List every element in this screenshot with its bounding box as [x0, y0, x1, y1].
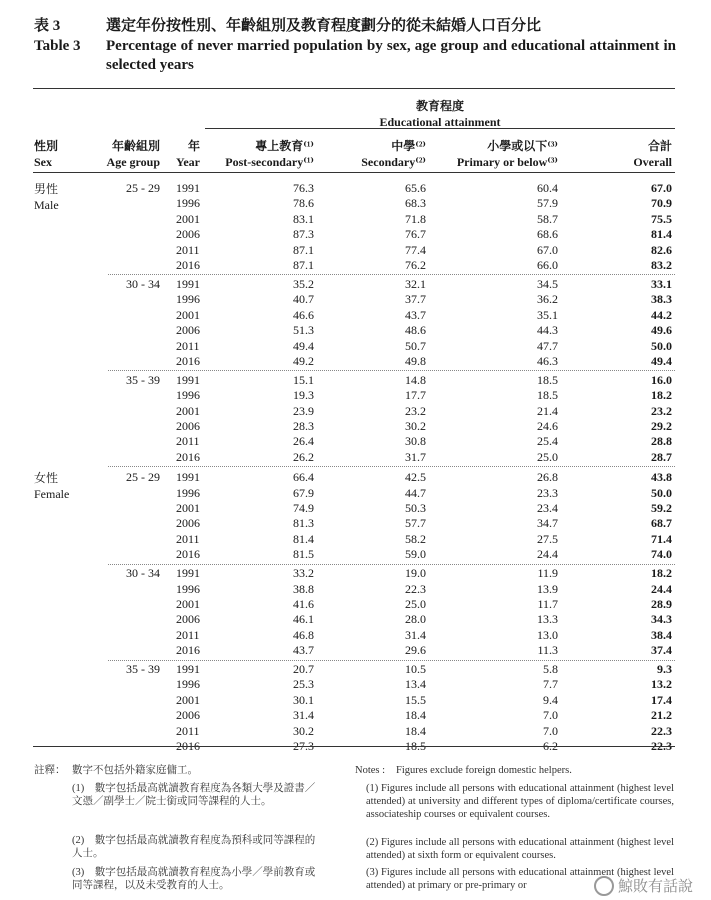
- overall-cell: 24.4: [651, 581, 672, 596]
- year-cell: 2011: [176, 434, 200, 449]
- overall-cell: 83.2: [651, 258, 672, 272]
- year-cell: 2011: [176, 531, 200, 546]
- edu-header-zh: 教育程度: [415, 99, 464, 113]
- table-row: [0, 243, 711, 258]
- primary-cell: 67.0: [537, 242, 558, 257]
- sex-label-zh: 男性: [34, 182, 59, 196]
- table-row: [0, 434, 711, 449]
- primary-cell: 7.0: [543, 708, 558, 723]
- col-sex: [34, 138, 58, 170]
- age-group-label: 30 - 34: [126, 566, 160, 581]
- group-divider: [108, 660, 675, 661]
- col-pri-zh: 小學或以下⁽³⁾: [487, 139, 558, 153]
- year-cell: 1996: [176, 292, 200, 307]
- year-cell: 2016: [176, 643, 200, 658]
- secondary-cell: 44.7: [405, 485, 426, 500]
- col-sex-zh: 性別: [34, 139, 59, 153]
- primary-cell: 34.5: [537, 276, 558, 291]
- primary-cell: 46.3: [537, 353, 558, 368]
- table-row: [0, 181, 711, 196]
- overall-cell: 23.2: [651, 403, 672, 418]
- primary-cell: 25.0: [537, 449, 558, 464]
- col-sec-en: Secondary⁽²⁾: [361, 155, 426, 169]
- year-cell: 2001: [176, 403, 200, 418]
- post-secondary-cell: 66.4: [293, 470, 314, 485]
- table-row: [0, 470, 711, 485]
- secondary-cell: 50.7: [405, 338, 426, 353]
- overall-cell: 75.5: [651, 211, 672, 226]
- secondary-cell: 19.0: [405, 566, 426, 581]
- year-cell: 2001: [176, 692, 200, 707]
- overall-cell: 38.4: [651, 627, 672, 642]
- primary-cell: 5.8: [543, 662, 558, 676]
- post-secondary-cell: 30.1: [293, 692, 314, 707]
- overall-cell: 59.2: [651, 501, 672, 515]
- primary-cell: 9.4: [543, 692, 558, 707]
- year-cell: 2011: [176, 723, 200, 738]
- col-secondary: [336, 138, 426, 170]
- table-row: [0, 354, 711, 369]
- year-cell: 1996: [176, 677, 200, 692]
- sex-label-en: Male: [34, 198, 59, 212]
- table-bottom-rule: [33, 746, 675, 747]
- table-row: [0, 677, 711, 692]
- group-divider: [108, 274, 675, 275]
- notes-en-n1: (1) Figures include all persons with educational attainment (highest level attended) at university and different types of diploma/certificate courses, associateship courses or equivalent courses.: [366, 783, 674, 820]
- table-row: [0, 308, 711, 323]
- post-secondary-cell: 31.4: [293, 708, 314, 723]
- post-secondary-cell: 81.4: [293, 531, 314, 546]
- year-cell: 2016: [176, 258, 200, 272]
- overall-cell: 28.7: [651, 449, 672, 464]
- notes-en-label: Notes :: [355, 765, 386, 776]
- year-cell: 1996: [176, 196, 200, 211]
- col-post-secondary: [214, 138, 314, 170]
- col-sec-zh: 中學⁽²⁾: [391, 139, 426, 153]
- secondary-cell: 43.7: [405, 307, 426, 322]
- post-secondary-cell: 51.3: [293, 323, 314, 338]
- table-row: [0, 323, 711, 338]
- secondary-cell: 31.7: [405, 449, 426, 464]
- secondary-cell: 58.2: [405, 531, 426, 546]
- notes-en-n2: (2) Figures include all persons with educational attainment (highest level attended) at sixth form or equivalent courses.: [366, 837, 674, 861]
- primary-cell: 7.7: [543, 677, 558, 692]
- overall-cell: 38.3: [651, 292, 672, 307]
- secondary-cell: 30.2: [405, 419, 426, 433]
- post-secondary-cell: 30.2: [293, 723, 314, 738]
- secondary-cell: 50.3: [405, 501, 426, 515]
- post-secondary-cell: 20.7: [293, 662, 314, 676]
- secondary-cell: 77.4: [405, 242, 426, 257]
- secondary-cell: 65.6: [405, 181, 426, 195]
- primary-cell: 44.3: [537, 323, 558, 338]
- year-cell: 1996: [176, 388, 200, 403]
- year-cell: 2006: [176, 419, 200, 433]
- secondary-cell: 59.0: [405, 547, 426, 562]
- secondary-cell: 17.7: [405, 388, 426, 403]
- year-cell: 2001: [176, 307, 200, 322]
- table-row: [0, 196, 711, 211]
- overall-cell: 17.4: [651, 692, 672, 707]
- post-secondary-cell: 38.8: [293, 581, 314, 596]
- overall-cell: 44.2: [651, 307, 672, 322]
- year-cell: 2011: [176, 242, 200, 257]
- overall-cell: 22.3: [651, 739, 672, 753]
- primary-cell: 11.7: [537, 596, 558, 611]
- notes-en-n3: (3) Figures include all persons with educational attainment (highest level attended) at primary or pre-primary or: [366, 867, 674, 891]
- post-secondary-cell: 74.9: [293, 501, 314, 515]
- notes-zh-label: 註釋：: [34, 765, 66, 776]
- post-secondary-cell: 26.4: [293, 434, 314, 449]
- secondary-cell: 76.2: [405, 258, 426, 272]
- secondary-cell: 22.3: [405, 581, 426, 596]
- col-year-en: Year: [176, 155, 200, 169]
- age-group-label: 35 - 39: [126, 662, 160, 676]
- year-cell: 2011: [176, 338, 200, 353]
- overall-cell: 34.3: [651, 612, 672, 627]
- table-row: [0, 419, 711, 434]
- primary-cell: 58.7: [537, 211, 558, 226]
- table-row: [0, 258, 711, 273]
- table-row: [0, 708, 711, 723]
- year-cell: 2006: [176, 323, 200, 338]
- year-cell: 2006: [176, 708, 200, 723]
- age-group-label: 35 - 39: [126, 372, 160, 387]
- post-secondary-cell: 87.1: [293, 258, 314, 272]
- post-secondary-cell: 15.1: [293, 372, 314, 387]
- col-post-zh: 專上教育⁽¹⁾: [255, 139, 314, 153]
- overall-cell: 21.2: [651, 708, 672, 723]
- col-age-en: Age group: [106, 155, 160, 169]
- secondary-cell: 32.1: [405, 276, 426, 291]
- year-cell: 1996: [176, 581, 200, 596]
- secondary-cell: 10.5: [405, 662, 426, 676]
- post-secondary-cell: 83.1: [293, 211, 314, 226]
- table-row: [0, 643, 711, 658]
- overall-cell: 22.3: [651, 723, 672, 738]
- year-cell: 2001: [176, 501, 200, 515]
- year-cell: 2016: [176, 739, 200, 753]
- primary-cell: 13.3: [537, 612, 558, 627]
- post-secondary-cell: 49.4: [293, 338, 314, 353]
- overall-cell: 68.7: [651, 516, 672, 531]
- overall-cell: 29.2: [651, 419, 672, 433]
- overall-cell: 9.3: [657, 662, 672, 676]
- primary-cell: 23.4: [537, 501, 558, 515]
- year-cell: 2001: [176, 596, 200, 611]
- primary-cell: 6.2: [543, 739, 558, 753]
- secondary-cell: 23.2: [405, 403, 426, 418]
- secondary-cell: 42.5: [405, 470, 426, 485]
- table-row: [0, 628, 711, 643]
- notes-zh-intro: 數字不包括外籍家庭傭工。: [72, 765, 198, 776]
- notes-en-intro: Figures exclude foreign domestic helpers.: [396, 765, 572, 776]
- post-secondary-cell: 19.3: [293, 388, 314, 403]
- primary-cell: 7.0: [543, 723, 558, 738]
- table-row: [0, 486, 711, 501]
- edu-header: [205, 98, 675, 130]
- table-row: [0, 693, 711, 708]
- table-title-en: Percentage of never married population by sex, age group and educational attainment in selected years: [106, 38, 676, 73]
- post-secondary-cell: 28.3: [293, 419, 314, 433]
- col-post-en: Post-secondary⁽¹⁾: [225, 155, 314, 169]
- overall-cell: 16.0: [651, 372, 672, 387]
- year-cell: 2001: [176, 211, 200, 226]
- year-cell: 1996: [176, 485, 200, 500]
- sex-label-en: Female: [34, 487, 70, 502]
- sex-label-zh: 女性: [34, 471, 59, 486]
- secondary-cell: 57.7: [405, 516, 426, 531]
- overall-cell: 18.2: [651, 566, 672, 581]
- edu-header-rule: [205, 128, 675, 129]
- overall-cell: 82.6: [651, 242, 672, 257]
- primary-cell: 34.7: [537, 516, 558, 531]
- primary-cell: 25.4: [537, 434, 558, 449]
- overall-cell: 49.6: [651, 323, 672, 338]
- secondary-cell: 29.6: [405, 643, 426, 658]
- primary-cell: 27.5: [537, 531, 558, 546]
- primary-cell: 21.4: [537, 403, 558, 418]
- edu-header-en: Educational attainment: [379, 115, 501, 129]
- overall-cell: 28.9: [651, 596, 672, 611]
- secondary-cell: 37.7: [405, 292, 426, 307]
- primary-cell: 68.6: [537, 227, 558, 242]
- group-divider: [108, 370, 675, 371]
- post-secondary-cell: 41.6: [293, 596, 314, 611]
- age-group-label: 25 - 29: [126, 181, 160, 195]
- year-cell: 2006: [176, 612, 200, 627]
- secondary-cell: 25.0: [405, 596, 426, 611]
- overall-cell: 18.2: [651, 388, 672, 403]
- primary-cell: 24.4: [537, 547, 558, 562]
- age-group-label: 25 - 29: [126, 470, 160, 485]
- primary-cell: 35.1: [537, 307, 558, 322]
- overall-cell: 74.0: [651, 547, 672, 562]
- col-age-zh: 年齡組別: [111, 139, 160, 153]
- primary-cell: 18.5: [537, 388, 558, 403]
- post-secondary-cell: 78.6: [293, 196, 314, 211]
- secondary-cell: 49.8: [405, 353, 426, 368]
- year-cell: 1991: [176, 181, 200, 195]
- table-row: [0, 388, 711, 403]
- year-cell: 2016: [176, 449, 200, 464]
- primary-cell: 24.6: [537, 419, 558, 433]
- table-row: [0, 662, 711, 677]
- overall-cell: 67.0: [651, 181, 672, 195]
- post-secondary-cell: 81.5: [293, 547, 314, 562]
- secondary-cell: 68.3: [405, 196, 426, 211]
- table-row: [0, 212, 711, 227]
- primary-cell: 47.7: [537, 338, 558, 353]
- year-cell: 2016: [176, 547, 200, 562]
- post-secondary-cell: 46.6: [293, 307, 314, 322]
- secondary-cell: 48.6: [405, 323, 426, 338]
- notes-zh-n1: (1) 數字包括最高就讀教育程度為各類大學及證書／文憑／副學士／院士銜或同等課程的人士。: [72, 783, 316, 807]
- secondary-cell: 18.4: [405, 708, 426, 723]
- year-cell: 2011: [176, 627, 200, 642]
- col-pri-en: Primary or below⁽³⁾: [456, 155, 558, 169]
- year-cell: 1991: [176, 566, 200, 581]
- sex-divider: [108, 466, 675, 467]
- secondary-cell: 13.4: [405, 677, 426, 692]
- age-group-label: 30 - 34: [126, 276, 160, 291]
- overall-cell: 28.8: [651, 434, 672, 449]
- table-top-rule: [33, 88, 675, 89]
- primary-cell: 18.5: [537, 372, 558, 387]
- primary-cell: 57.9: [537, 196, 558, 211]
- secondary-cell: 28.0: [405, 612, 426, 627]
- table-row: [0, 582, 711, 597]
- table-number-zh: 表 3: [34, 18, 61, 34]
- post-secondary-cell: 25.3: [293, 677, 314, 692]
- primary-cell: 11.9: [537, 566, 558, 581]
- overall-cell: 13.2: [651, 677, 672, 692]
- post-secondary-cell: 76.3: [293, 181, 314, 195]
- post-secondary-cell: 33.2: [293, 566, 314, 581]
- table-number-en: Table 3: [34, 38, 81, 54]
- overall-cell: 70.9: [651, 196, 672, 211]
- overall-cell: 81.4: [651, 227, 672, 242]
- post-secondary-cell: 46.8: [293, 627, 314, 642]
- post-secondary-cell: 87.3: [293, 227, 314, 242]
- year-cell: 2006: [176, 227, 200, 242]
- table-row: [0, 339, 711, 354]
- post-secondary-cell: 43.7: [293, 643, 314, 658]
- overall-cell: 37.4: [651, 643, 672, 658]
- primary-cell: 13.9: [537, 581, 558, 596]
- table-row: [0, 227, 711, 242]
- year-cell: 1991: [176, 470, 200, 485]
- table-row: [0, 373, 711, 388]
- year-cell: 2006: [176, 516, 200, 531]
- col-age: [90, 138, 160, 170]
- secondary-cell: 31.4: [405, 627, 426, 642]
- primary-cell: 26.8: [537, 470, 558, 485]
- post-secondary-cell: 81.3: [293, 516, 314, 531]
- col-sex-en: Sex: [34, 155, 52, 169]
- header-bottom-rule: [33, 172, 675, 173]
- overall-cell: 43.8: [651, 470, 672, 485]
- post-secondary-cell: 23.9: [293, 403, 314, 418]
- overall-cell: 71.4: [651, 531, 672, 546]
- table-row: [0, 277, 711, 292]
- secondary-cell: 18.4: [405, 723, 426, 738]
- col-all-en: Overall: [633, 155, 672, 169]
- table-row: [0, 450, 711, 465]
- table-row: [0, 566, 711, 581]
- post-secondary-cell: 46.1: [293, 612, 314, 627]
- year-cell: 2016: [176, 353, 200, 368]
- table-row: [0, 612, 711, 627]
- table-row: [0, 724, 711, 739]
- primary-cell: 60.4: [537, 181, 558, 195]
- primary-cell: 11.3: [537, 643, 558, 658]
- overall-cell: 50.0: [651, 338, 672, 353]
- overall-cell: 50.0: [651, 485, 672, 500]
- overall-cell: 49.4: [651, 353, 672, 368]
- secondary-cell: 76.7: [405, 227, 426, 242]
- post-secondary-cell: 35.2: [293, 276, 314, 291]
- year-cell: 1991: [176, 662, 200, 676]
- post-secondary-cell: 67.9: [293, 485, 314, 500]
- watermark: [594, 875, 693, 896]
- table-title-zh: 選定年份按性別、年齡組別及教育程度劃分的從未結婚人口百分比: [106, 18, 542, 34]
- table-row: [0, 597, 711, 612]
- post-secondary-cell: 49.2: [293, 353, 314, 368]
- secondary-cell: 30.8: [405, 434, 426, 449]
- notes-zh-n3: (3) 數字包括最高就讀教育程度為小學／學前教育或同等課程，以及未受教育的人士。: [72, 867, 316, 891]
- year-cell: 1991: [176, 372, 200, 387]
- secondary-cell: 15.5: [405, 692, 426, 707]
- table-row: [0, 516, 711, 531]
- notes-zh-n2: (2) 數字包括最高就讀教育程度為預科或同等課程的人士。: [72, 835, 316, 859]
- overall-cell: 33.1: [651, 276, 672, 291]
- wechat-logo-icon: [594, 876, 614, 896]
- post-secondary-cell: 27.3: [293, 739, 314, 753]
- post-secondary-cell: 26.2: [293, 449, 314, 464]
- table-row: [0, 532, 711, 547]
- col-primary: [440, 138, 558, 170]
- watermark-text: 鯨敗有話說: [617, 877, 693, 895]
- post-secondary-cell: 40.7: [293, 292, 314, 307]
- group-divider: [108, 564, 675, 565]
- primary-cell: 13.0: [537, 627, 558, 642]
- secondary-cell: 18.5: [405, 739, 426, 753]
- post-secondary-cell: 87.1: [293, 242, 314, 257]
- table-row: [0, 404, 711, 419]
- year-cell: 1991: [176, 276, 200, 291]
- secondary-cell: 14.8: [405, 372, 426, 387]
- table-row: [0, 547, 711, 562]
- primary-cell: 66.0: [537, 258, 558, 272]
- primary-cell: 36.2: [537, 292, 558, 307]
- col-all-zh: 合計: [647, 139, 672, 153]
- col-overall: [600, 138, 672, 170]
- secondary-cell: 71.8: [405, 211, 426, 226]
- col-year-zh: 年: [187, 139, 200, 153]
- primary-cell: 23.3: [537, 485, 558, 500]
- col-year: [166, 138, 200, 170]
- table-row: [0, 501, 711, 516]
- table-row: [0, 292, 711, 307]
